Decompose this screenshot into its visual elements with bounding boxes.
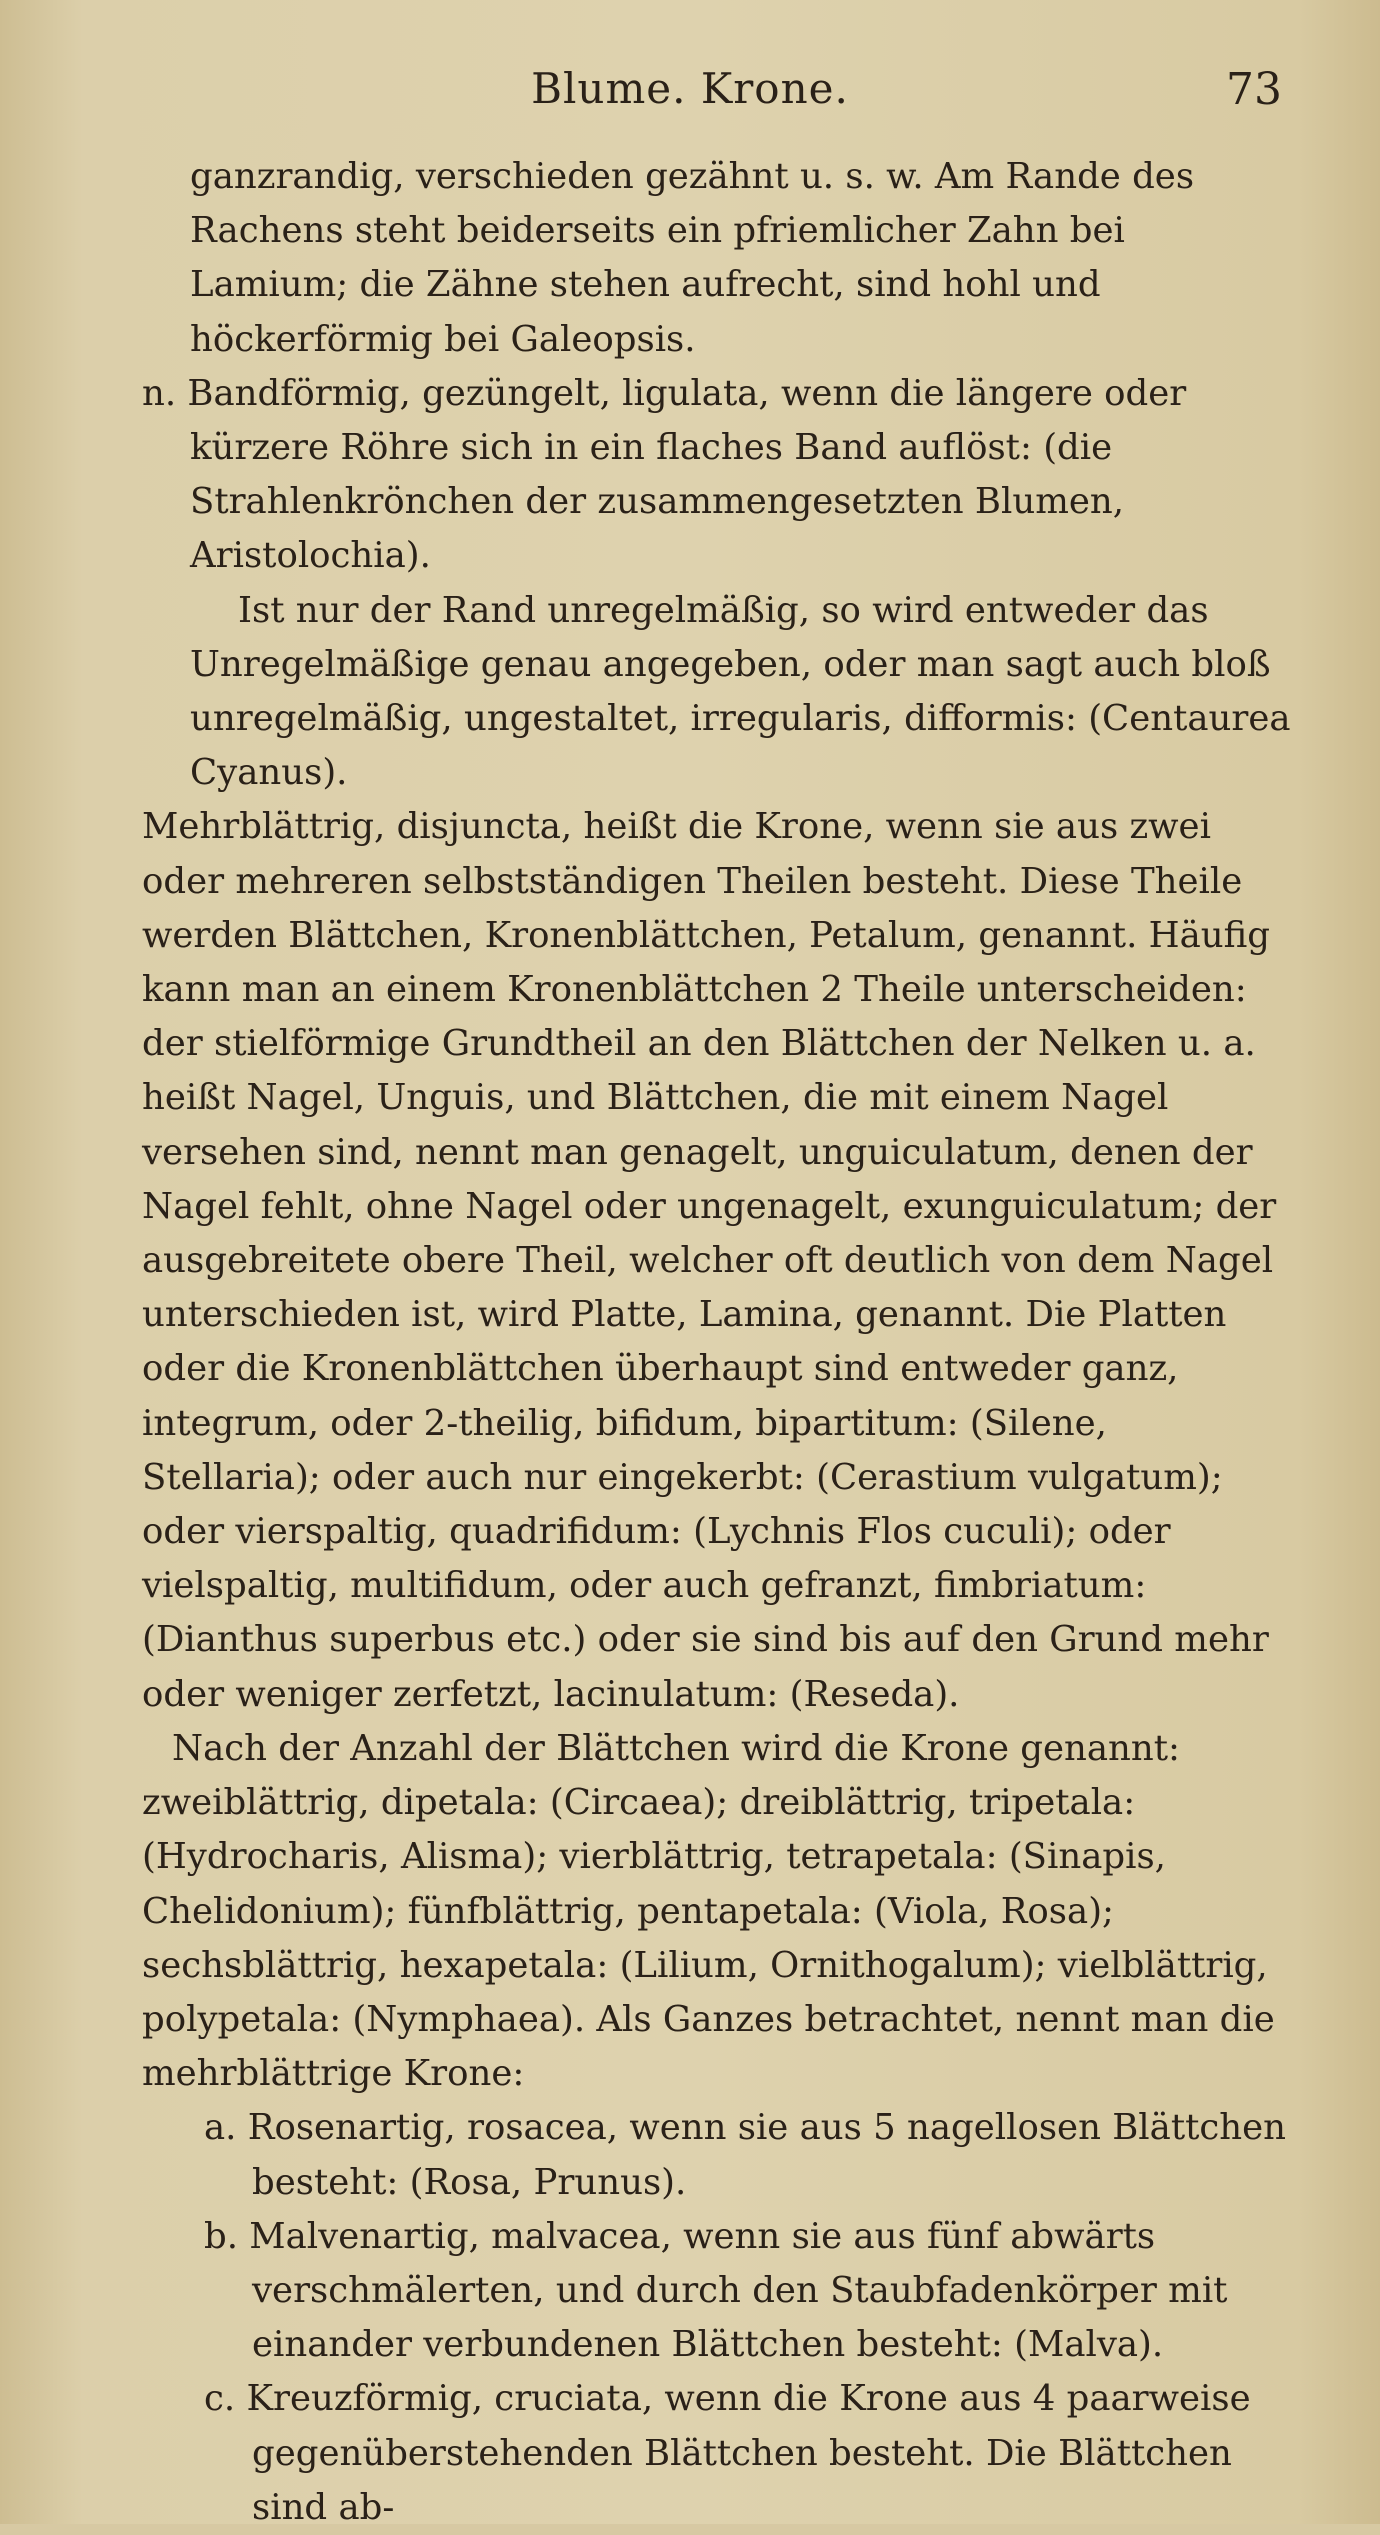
paragraph-irregular: Ist nur der Rand unregelmäßig, so wird entweder das Unregelmäßige genau angegeben, oder man sagt auch bloß unregelmäßig, ungestaltet, irregularis, difformis: (Centaurea Cyanus). [190, 589, 1291, 794]
list-item-b: b. Malvenartig, malvacea, wenn sie aus fünf abwärts verschmälerten, und durch den Staubfadenkörper mit einander verbundenen Blättchen besteht: (Malva). [204, 2215, 1228, 2366]
list-item-n: n. Bandförmig, gezüngelt, ligulata, wenn die längere oder kürzere Röhre sich in ein flaches Band auflöst: (die Strahlenkrönchen der zusammengesetzten Blumen, Aristolochia). [142, 372, 1187, 577]
paragraph-continuation: ganzrandig, verschieden gezähnt u. s. w. Am Rande des Rachens steht beiderseits ein pfriemlicher Zahn bei Lamium; die Zähne stehen aufrecht, sind hohl und höckerförmig bei Galeopsis. [190, 156, 1195, 360]
paragraph-mehrblaettrig: Mehrblättrig, disjuncta, heißt die Krone, wenn sie aus zwei oder mehreren selbstständigen Theilen besteht. Diese Theile werden Blättchen, Kronenblättchen, Petalum, genannt. Häufig kann man an einem Kronenblättchen 2 Theile unterscheiden: der stielförmige Grundtheil an den Blättchen der Nelken u. a. heißt Nagel, Unguis, und Blättchen, die mit einem Nagel versehen sind, nennt man genagelt, unguiculatum, denen der Nagel fehlt, ohne Nagel oder ungenagelt, exunguiculatum; der ausgebreitete obere Theil, welcher oft deutlich von dem Nagel unterschieden ist, wird Platte, Lamina, genannt. Die Platten oder die Kronenblättchen überhaupt sind entweder ganz, integrum, oder 2-theilig, bifidum, bipartitum: (Silene, Stellaria); oder auch nur eingekerbt: (Cerastium vulgatum); oder vierspaltig, quadrifidum: (Lychnis Flos cuculi); oder vielspaltig, multifidum, oder auch gefranzt, fimbriatum: (Dianthus superbus etc.) oder sie sind bis auf den Grund mehr oder weniger zerfetzt, lacinulatum: (Reseda). [142, 806, 1277, 1715]
list-item-a: a. Rosenartig, rosacea, wenn sie aus 5 nagellosen Blättchen besteht: (Rosa, Prunus). [204, 2107, 1286, 2203]
running-title: Blume. Krone. [531, 64, 849, 113]
page-number: 73 [1226, 64, 1282, 115]
list-item-c: c. Kreuzförmig, cruciata, wenn die Krone aus 4 paarweise gegenüberstehenden Blättchen besteht. Die Blättchen sind ab- [204, 2378, 1251, 2528]
body-text [142, 150, 1292, 2535]
paragraph-anzahl: Nach der Anzahl der Blättchen wird die Krone genannt: zweiblättrig, dipetala: (Circaea); dreiblättrig, tripetala: (Hydrocharis, Alisma); vierblättrig, tetrapetala: (Sinapis, Chelidonium); fünfblättrig, pentapetala: (Viola, Rosa); sechsblättrig, hexapetala: (Lilium, Ornithogalum); vielblättrig, polypetala: (Nymphaea). Als Ganzes betrachtet, nennt man die mehrblättrige Krone: [142, 1727, 1275, 2095]
